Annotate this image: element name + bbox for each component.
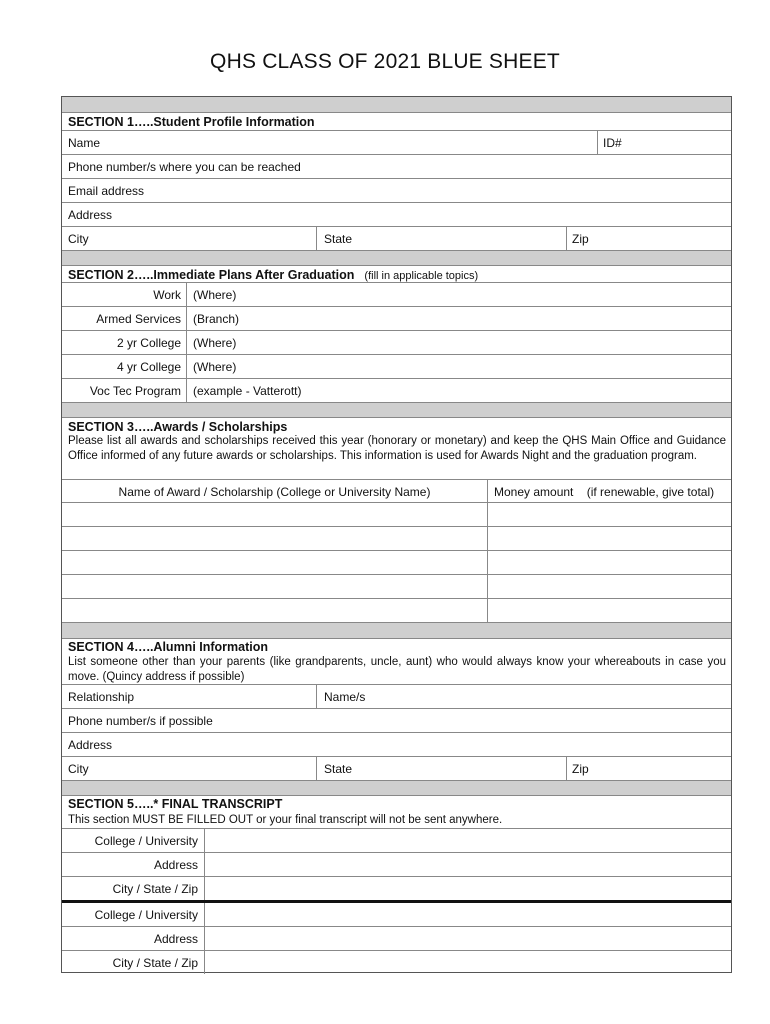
name-field[interactable] <box>62 130 597 154</box>
section4-heading: SECTION 4…..Alumni Information <box>68 640 269 654</box>
money-amount-field[interactable] <box>488 598 732 622</box>
college-1-address-label: Address <box>153 858 198 872</box>
blue-sheet-form <box>61 96 732 973</box>
award-name-field[interactable] <box>62 598 487 622</box>
voc-tec-field[interactable] <box>187 378 732 402</box>
college-1-city-state-zip-label: City / State / Zip <box>112 882 198 896</box>
address-field[interactable] <box>62 202 732 226</box>
armed-services-hint: (Branch) <box>193 312 240 326</box>
alumni-names-label: Name/s <box>324 690 366 704</box>
alumni-zip-field[interactable] <box>567 756 732 780</box>
voc-tec-hint: (example - Vatterott) <box>193 384 302 398</box>
college-2-city-state-zip-field[interactable] <box>205 950 732 973</box>
email-field[interactable] <box>62 178 732 202</box>
money-amount-field[interactable] <box>488 502 732 526</box>
work-hint: (Where) <box>193 288 237 302</box>
page-title: QHS CLASS OF 2021 BLUE SHEET <box>210 50 560 73</box>
name-label: Name <box>68 136 101 150</box>
alumni-names-field[interactable] <box>317 684 732 708</box>
award-name-field[interactable] <box>62 502 487 526</box>
section5-heading: SECTION 5…..* FINAL TRANSCRIPT <box>68 797 283 811</box>
section-divider <box>62 251 731 265</box>
work-field[interactable] <box>187 282 732 306</box>
money-amount-field[interactable] <box>488 526 732 550</box>
award-name-field[interactable] <box>62 574 487 598</box>
college-1-field[interactable] <box>205 828 732 852</box>
section2-note: (fill in applicable topics) <box>364 270 479 282</box>
alumni-phone-label: Phone number/s if possible <box>68 714 213 728</box>
armed-services-label: Armed Services <box>96 312 181 326</box>
money-amount-field[interactable] <box>488 550 732 574</box>
work-label: Work <box>153 288 181 302</box>
award-name-field[interactable] <box>62 526 487 550</box>
alumni-zip-label: Zip <box>572 762 589 776</box>
state-label: State <box>324 232 353 246</box>
phone-field[interactable] <box>62 154 732 178</box>
two-yr-college-hint: (Where) <box>193 336 237 350</box>
relationship-field[interactable] <box>62 684 316 708</box>
four-yr-college-field[interactable] <box>187 354 732 378</box>
voc-tec-label: Voc Tec Program <box>89 384 181 398</box>
section4-description: List someone other than your parents (like grandparents, uncle, aunt) who would always know your whereabouts in case you move. (Quincy address if possible) <box>68 656 726 683</box>
relationship-label: Relationship <box>68 690 135 704</box>
alumni-state-label: State <box>324 762 353 776</box>
section-divider <box>62 623 731 638</box>
award-name-field[interactable] <box>62 550 487 574</box>
college-1-city-state-zip-field[interactable] <box>205 876 732 900</box>
alumni-phone-field[interactable] <box>62 708 732 732</box>
college-2-address-field[interactable] <box>205 926 732 950</box>
city-field[interactable] <box>62 226 316 250</box>
section3-description: Please list all awards and scholarships received this year (honorary or monetary) and keep the QHS Main Office and Guidance Office informed of any future awards or scholarships. This information is used for Awards Night and the graduation program. <box>68 435 726 462</box>
state-field[interactable] <box>317 226 566 250</box>
alumni-city-field[interactable] <box>62 756 316 780</box>
id-label: ID# <box>603 136 622 150</box>
email-label: Email address <box>68 184 145 198</box>
section5-note: This section MUST BE FILLED OUT or your final transcript will not be sent anywhere. <box>68 814 503 826</box>
college-2-city-state-zip-label: City / State / Zip <box>112 956 198 970</box>
two-yr-college-label: 2 yr College <box>116 336 181 350</box>
college-2-field[interactable] <box>205 903 732 926</box>
college-1-address-field[interactable] <box>205 852 732 876</box>
armed-services-field[interactable] <box>187 306 732 330</box>
college-1-label: College / University <box>94 834 198 848</box>
section-divider <box>62 97 731 112</box>
section2-heading: SECTION 2…..Immediate Plans After Graduation <box>68 268 355 282</box>
section1-heading: SECTION 1…..Student Profile Information <box>68 115 315 129</box>
city-label: City <box>68 232 89 246</box>
zip-label: Zip <box>572 232 589 246</box>
phone-label: Phone number/s where you can be reached <box>68 160 301 174</box>
college-2-address-label: Address <box>153 932 198 946</box>
address-label: Address <box>68 208 113 222</box>
section-divider <box>62 781 731 795</box>
alumni-state-field[interactable] <box>317 756 566 780</box>
section-divider <box>62 403 731 417</box>
money-amount-header: Money amount (if renewable, give total) <box>494 485 715 499</box>
section2-header <box>68 268 478 283</box>
zip-field[interactable] <box>567 226 732 250</box>
alumni-address-field[interactable] <box>62 732 732 756</box>
award-name-header: Name of Award / Scholarship (College or University Name) <box>118 485 431 499</box>
money-amount-field[interactable] <box>488 574 732 598</box>
two-yr-college-field[interactable] <box>187 330 732 354</box>
id-field[interactable] <box>598 130 732 154</box>
alumni-address-label: Address <box>68 738 113 752</box>
four-yr-college-label: 4 yr College <box>116 360 181 374</box>
four-yr-college-hint: (Where) <box>193 360 237 374</box>
alumni-city-label: City <box>68 762 89 776</box>
section3-heading: SECTION 3…..Awards / Scholarships <box>68 420 288 434</box>
college-2-label: College / University <box>94 908 198 922</box>
